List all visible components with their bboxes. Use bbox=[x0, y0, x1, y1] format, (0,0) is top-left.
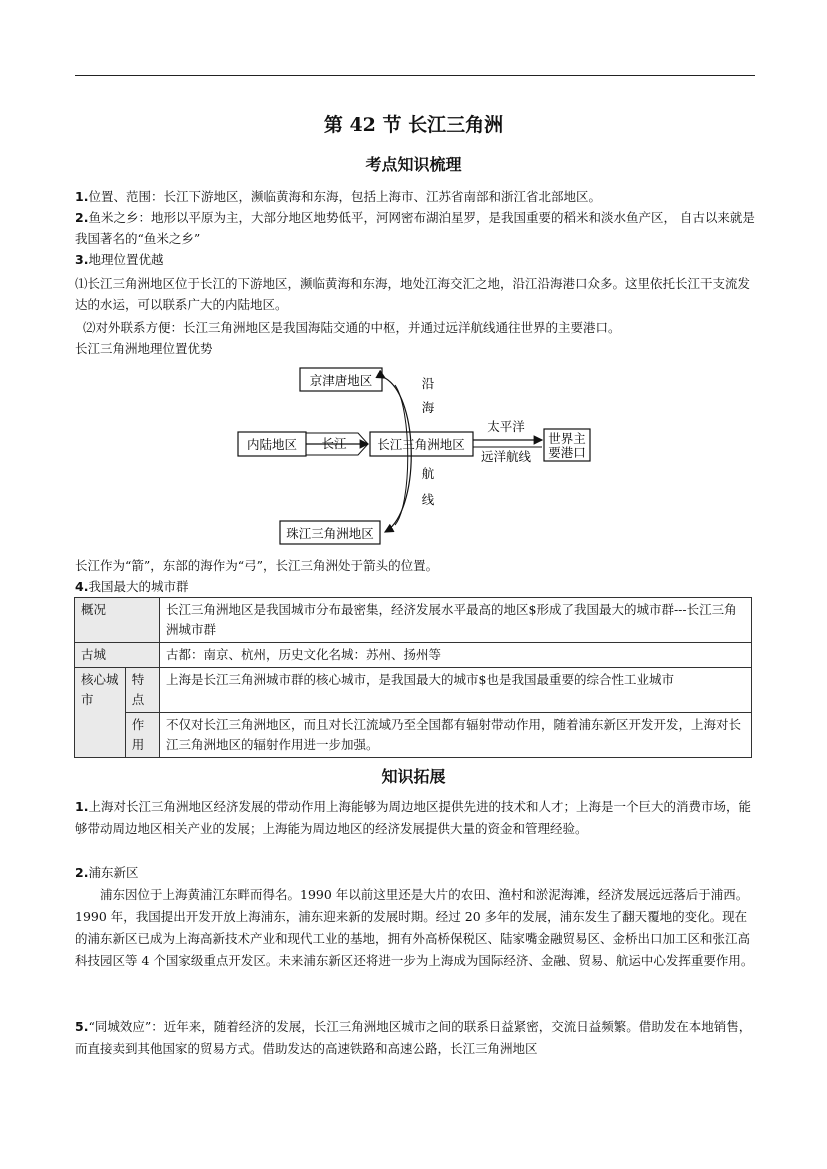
box-world-port-label-1: 世界主 bbox=[548, 431, 586, 446]
point-text: 地理位置优越 bbox=[88, 252, 164, 267]
arrow-changjiang-label: 长江 bbox=[321, 436, 347, 451]
label-ocean-route: 远洋航线 bbox=[480, 449, 532, 464]
point-text: 位置、范围：长江下游地区，濒临黄海和东海，包括上海市、江苏省南部和浙江省北部地区。 bbox=[88, 189, 601, 204]
table-row bbox=[75, 713, 752, 758]
box-yangtze-delta-label: 长江三角洲地区 bbox=[377, 437, 465, 452]
box-jingjintang-label: 京津唐地区 bbox=[309, 373, 373, 388]
table-label-feature: 特点 bbox=[125, 668, 159, 713]
table-row bbox=[75, 643, 752, 668]
point-number: 5. bbox=[75, 1019, 89, 1034]
table-cell-feature: 上海是长江三角洲城市群的核心城市，是我国最大的城市$也是我国最重要的综合性工业城市 bbox=[160, 668, 752, 713]
point-text: “同城效应”：近年来，随着经济的发展，长江三角洲地区城市之间的联系日益紧密，交流日益频繁。借助发在本地销售，而直接卖到其他国家的贸易方式。借助发达的高速铁路和高速公路，长江三角洲地区 bbox=[75, 1019, 752, 1056]
label-pacific: 太平洋 bbox=[487, 419, 525, 434]
table-label-overview: 概况 bbox=[75, 598, 160, 643]
box-world-port-label-2: 要港口 bbox=[548, 445, 586, 460]
table-cell-role: 不仅对长江三角洲地区，而且对长江流域乃至全国都有辐射带动作用，随着浦东新区开发开发，上海对长江三角洲地区的辐射作用进一步加强。 bbox=[160, 713, 752, 758]
point-number: 2. bbox=[75, 865, 89, 880]
diagram-caption: 长江三角洲地理位置优势 bbox=[75, 341, 213, 356]
point-3-sub-1: ⑴长江三角洲地区位于长江的下游地区，濒临黄海和东海，地处江海交汇之地，沿江沿海港口众多。这里依托长江干支流发达的水运，可以联系广大的内陆地区。 bbox=[75, 276, 751, 312]
label-coast-3: 航 bbox=[421, 466, 435, 481]
point-4 bbox=[75, 576, 755, 597]
table-cell-overview: 长江三角洲地区是我国城市分布最密集，经济发展水平最高的地区$形成了我国最大的城市群---长江三角洲城市群 bbox=[160, 598, 752, 643]
point-number: 2. bbox=[75, 210, 89, 225]
table-label-core-city: 核心城市 bbox=[75, 668, 126, 758]
point-3-sub-2: ⑵对外联系方便：长江三角洲地区是我国海陆交通的中枢，并通过远洋航线通往世界的主要港口。 bbox=[75, 320, 621, 335]
table-label-ancient: 古城 bbox=[75, 643, 160, 668]
expand-2 bbox=[75, 862, 755, 883]
point-text: 我国最大的城市群 bbox=[88, 579, 189, 594]
point-text: 鱼米之乡：地形以平原为主，大部分地区地势低平，河网密布湖泊星罗，是我国重要的稻米和淡水鱼产区， 自古以来就是我国著名的“鱼米之乡” bbox=[75, 210, 755, 246]
expand-5 bbox=[75, 1016, 755, 1060]
box-pearl-delta-label: 珠江三角洲地区 bbox=[286, 526, 374, 541]
label-coast-2: 海 bbox=[421, 400, 435, 415]
city-cluster-table bbox=[74, 597, 752, 758]
point-number: 3. bbox=[75, 252, 89, 267]
point-text: 浦东新区 bbox=[88, 865, 139, 880]
page-title: 第 42 节 长江三角洲 bbox=[323, 114, 504, 136]
section-title-knowledge: 考点知识梳理 bbox=[365, 155, 462, 174]
point-number: 4. bbox=[75, 579, 89, 594]
box-inland-label: 内陆地区 bbox=[246, 437, 298, 452]
label-coast-4: 线 bbox=[421, 492, 435, 507]
label-coast-1: 沿 bbox=[421, 376, 435, 391]
table-cell-ancient: 古都：南京、杭州，历史文化名城：苏州、扬州等 bbox=[160, 643, 752, 668]
pudong-paragraph: 浦东因位于上海黄浦江东畔而得名。1990 年以前这里还是大片的农田、渔村和淤泥海滩，经济发展远远落后于浦西。1990 年，我国提出开发开放上海浦东，浦东迎来新的发展时期。经过 20 多年的发展，浦东发生了翻天覆地的变化。现在的浦东新区已成为上海高新技术产业和现代工业的基地，拥有外高桥保税区、陆家嘴金融贸易区、金桥出口加工区和张江高科技园区等 4 个国家级重点开发区。未来浦东新区还将进一步为上海成为国际经济、金融、贸易、航运中心发挥重要作用。 bbox=[75, 887, 754, 968]
point-number: 1. bbox=[75, 799, 89, 814]
point-number: 1. bbox=[75, 189, 89, 204]
bow-arrow-note: 长江作为“箭”，东部的海作为“弓”，长江三角洲处于箭头的位置。 bbox=[75, 558, 439, 573]
expand-1 bbox=[75, 796, 755, 840]
table-label-role: 作用 bbox=[125, 713, 159, 758]
section-title-expand: 知识拓展 bbox=[381, 767, 446, 786]
table-row bbox=[75, 598, 752, 643]
point-text: 上海对长江三角洲地区经济发展的带动作用上海能够为周边地区提供先进的技术和人才；上海是一个巨大的消费市场，能够带动周边地区相关产业的发展；上海能为周边地区的经济发展提供大量的资金和管理经验。 bbox=[75, 799, 751, 836]
table-row bbox=[75, 668, 752, 713]
